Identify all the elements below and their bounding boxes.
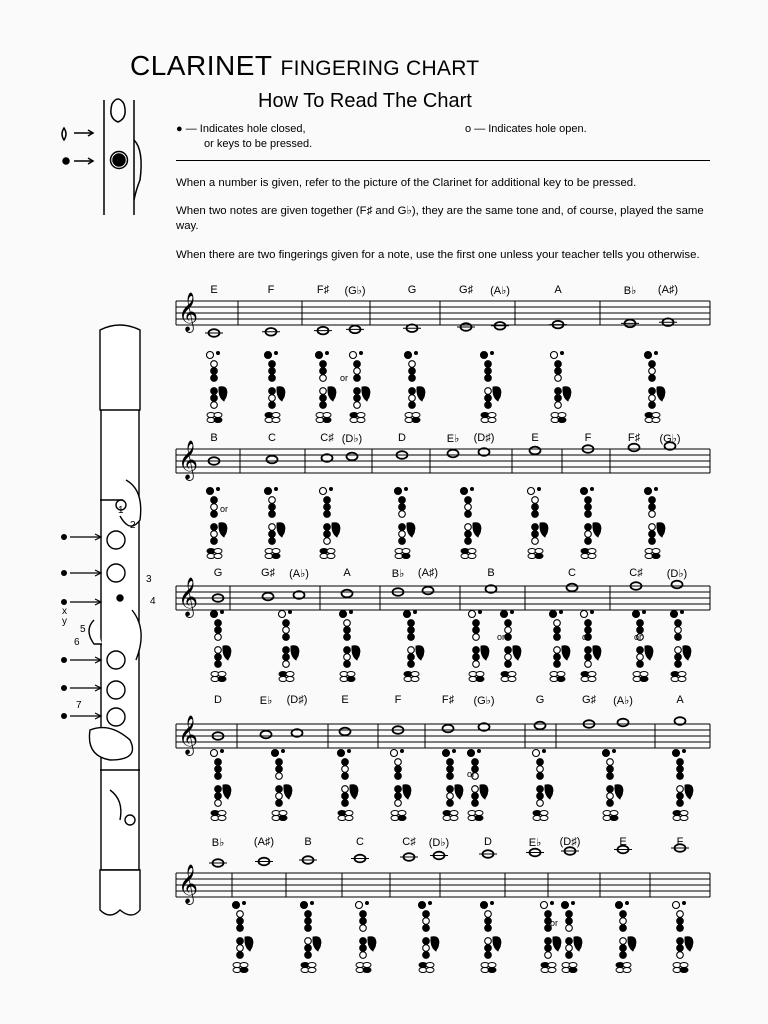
clarinet-diagram bbox=[89, 325, 141, 915]
note-label: C bbox=[568, 567, 576, 579]
fingering-diagram bbox=[272, 749, 293, 821]
fingering-diagram bbox=[469, 610, 490, 682]
note-label: F bbox=[584, 432, 592, 444]
fingering-diagram bbox=[673, 901, 694, 973]
note-label: F♯ bbox=[627, 432, 641, 444]
note-label: G♯ bbox=[458, 284, 474, 296]
note-label: C bbox=[268, 432, 276, 444]
closed-text-line2: or keys to be pressed. bbox=[204, 138, 313, 150]
whole-note bbox=[618, 719, 629, 727]
whole-note bbox=[567, 584, 578, 592]
fingering-diagram bbox=[671, 610, 692, 682]
fingering-diagram bbox=[581, 610, 602, 682]
key-label-7: 7 bbox=[76, 700, 82, 711]
note-label: D bbox=[398, 432, 406, 444]
whole-note bbox=[263, 593, 274, 601]
key-label-6: 6 bbox=[74, 637, 80, 648]
note-label: G♯ bbox=[581, 694, 597, 706]
note-label: E♭ bbox=[528, 837, 542, 849]
staff-row-1 bbox=[176, 292, 710, 337]
whole-note bbox=[342, 590, 353, 598]
legend-diagram bbox=[62, 99, 141, 215]
key-label-1: 1 bbox=[118, 505, 124, 516]
fingering-row-2 bbox=[207, 487, 666, 559]
fingering-diagram bbox=[320, 487, 341, 559]
fingering-diagram bbox=[481, 901, 502, 973]
key-label-y: y bbox=[62, 616, 67, 627]
note-label: E bbox=[619, 836, 627, 848]
note-label: (D♭) bbox=[428, 837, 450, 849]
note-label: F bbox=[676, 836, 684, 848]
note-label: F♯ bbox=[316, 284, 330, 296]
note-label: C♯ bbox=[320, 432, 334, 444]
staff-row-2 bbox=[176, 440, 710, 481]
fingering-diagram bbox=[207, 487, 228, 559]
fingering-diagram bbox=[562, 901, 583, 973]
note-label: E♭ bbox=[259, 695, 273, 707]
note-label: F bbox=[267, 284, 275, 296]
note-label: (G♭) bbox=[473, 695, 495, 707]
note-label: (A♯) bbox=[657, 284, 679, 296]
whole-note bbox=[672, 581, 683, 589]
fingering-diagram bbox=[550, 610, 571, 682]
page-subtitle: How To Read The Chart bbox=[258, 90, 472, 112]
fingering-row-3 bbox=[211, 610, 692, 682]
or-label: or bbox=[634, 632, 643, 642]
note-label: E♭ bbox=[446, 433, 460, 445]
fingering-diagram bbox=[316, 351, 337, 423]
fingering-diagram bbox=[461, 487, 482, 559]
staff-row-5 bbox=[176, 844, 710, 905]
fingering-diagram bbox=[673, 749, 694, 821]
treble-clef-icon: 𝄞 bbox=[178, 440, 199, 480]
staff-row-3 bbox=[176, 577, 710, 618]
clarinet-body bbox=[101, 410, 139, 870]
note-label: B♭ bbox=[623, 285, 637, 297]
fingering-diagram bbox=[391, 749, 412, 821]
note-label: G bbox=[213, 567, 223, 579]
or-label: or bbox=[497, 632, 506, 642]
note-label: A bbox=[676, 694, 684, 706]
fingering-diagram bbox=[233, 901, 254, 973]
fingering-diagram bbox=[279, 610, 300, 682]
fingering-diagram bbox=[443, 749, 464, 821]
or-label: or bbox=[340, 373, 349, 383]
note-label: (A♭) bbox=[289, 568, 309, 580]
open-symbol: o bbox=[465, 123, 472, 135]
fingering-diagram bbox=[645, 487, 666, 559]
staff-row-4 bbox=[176, 715, 710, 756]
fingering-diagram bbox=[211, 749, 232, 821]
whole-note bbox=[340, 728, 351, 736]
note-label: B bbox=[487, 567, 495, 579]
note-label: G bbox=[535, 694, 545, 706]
key-label-2: 2 bbox=[130, 520, 136, 531]
title-main: CLARINET bbox=[130, 50, 273, 81]
clarinet-bell bbox=[100, 870, 140, 915]
whole-note bbox=[629, 444, 640, 452]
fingering-diagram bbox=[468, 749, 489, 821]
closed-text-line1: — Indicates hole closed, bbox=[185, 123, 306, 135]
note-label: (G♭) bbox=[659, 433, 681, 445]
fingering-diagram bbox=[551, 351, 572, 423]
note-label: B bbox=[304, 836, 312, 848]
fingering-row-5 bbox=[233, 901, 694, 973]
note-label: (A♭) bbox=[490, 285, 510, 297]
note-label: B♭ bbox=[211, 837, 225, 849]
treble-clef-icon: 𝄞 bbox=[178, 577, 199, 617]
note-label: F♯ bbox=[441, 694, 455, 706]
key-label-x: x bbox=[62, 606, 67, 617]
note-label: C bbox=[356, 836, 364, 848]
key-label-3: 3 bbox=[146, 574, 152, 585]
fingering-diagram bbox=[265, 487, 286, 559]
fingering-diagram bbox=[301, 901, 322, 973]
or-label: or bbox=[582, 632, 591, 642]
fingering-diagram bbox=[633, 610, 654, 682]
fingering-diagram bbox=[338, 749, 359, 821]
treble-clef-icon: 𝄞 bbox=[178, 715, 199, 755]
fingering-diagram bbox=[340, 610, 361, 682]
note-label: (D♭) bbox=[666, 568, 688, 580]
fingering-diagram bbox=[404, 610, 425, 682]
fingering-diagram bbox=[645, 351, 666, 423]
note-label: (A♯) bbox=[253, 836, 275, 848]
whole-note bbox=[261, 731, 272, 739]
note-label: A bbox=[554, 284, 562, 296]
fingering-diagram bbox=[528, 487, 549, 559]
fingering-diagram bbox=[405, 351, 426, 423]
or-label: or bbox=[550, 918, 559, 928]
note-label: G♯ bbox=[260, 567, 276, 579]
fingering-diagram bbox=[350, 351, 371, 423]
whole-note bbox=[443, 725, 454, 733]
key-label-4: 4 bbox=[150, 596, 156, 607]
note-label: (D♭) bbox=[341, 433, 363, 445]
whole-note bbox=[535, 722, 546, 730]
fingering-row-1 bbox=[207, 351, 666, 423]
note-label: (A♭) bbox=[613, 695, 633, 707]
note-label: G bbox=[407, 284, 417, 296]
note-label: (D♯) bbox=[286, 694, 308, 706]
note-label: (D♯) bbox=[473, 432, 495, 444]
note-label: D bbox=[214, 694, 222, 706]
note-label: A bbox=[343, 567, 351, 579]
fingering-diagram bbox=[616, 901, 637, 973]
note-label: B♭ bbox=[391, 568, 405, 580]
note-label: (A♯) bbox=[417, 567, 439, 579]
fingering-diagram bbox=[533, 749, 554, 821]
whole-note bbox=[448, 450, 459, 458]
whole-note bbox=[347, 453, 358, 461]
closed-symbol: ● bbox=[176, 123, 183, 135]
fingering-diagram bbox=[265, 351, 286, 423]
title-sub: FINGERING CHART bbox=[280, 57, 480, 80]
fingering-diagram bbox=[207, 351, 228, 423]
fingering-diagram bbox=[603, 749, 624, 821]
or-label: or bbox=[220, 504, 229, 514]
fingering-diagram bbox=[501, 610, 522, 682]
fingering-diagram bbox=[541, 901, 562, 973]
fingering-diagram bbox=[481, 351, 502, 423]
fingering-row-4 bbox=[211, 749, 694, 821]
whole-note bbox=[267, 456, 278, 464]
fingering-diagram bbox=[356, 901, 377, 973]
or-label: or bbox=[467, 769, 476, 779]
instruction-2: When two notes are given together (F♯ and G♭), they are the same tone and, of course, played the same way. bbox=[176, 205, 704, 232]
note-label: E bbox=[531, 432, 539, 444]
treble-clef-icon: 𝄞 bbox=[178, 864, 199, 904]
note-label: F bbox=[394, 694, 402, 706]
note-label: (D♯) bbox=[559, 836, 581, 848]
note-label: C♯ bbox=[402, 836, 416, 848]
treble-clef-icon: 𝄞 bbox=[178, 292, 199, 332]
key-label-5: 5 bbox=[80, 624, 86, 635]
note-label: B bbox=[210, 432, 218, 444]
open-text: — Indicates hole open. bbox=[474, 123, 587, 135]
whole-note bbox=[530, 447, 541, 455]
note-label: E bbox=[341, 694, 349, 706]
whole-note bbox=[423, 587, 434, 595]
fingering-diagram bbox=[211, 610, 232, 682]
fingering-diagram bbox=[581, 487, 602, 559]
fingering-diagram bbox=[419, 901, 440, 973]
fingering-diagram bbox=[395, 487, 416, 559]
note-label: C♯ bbox=[629, 567, 643, 579]
instruction-3: When there are two fingerings given for a note, use the first one unless your teacher tells you otherwise. bbox=[176, 249, 700, 261]
note-label: E bbox=[210, 284, 218, 296]
note-label: (G♭) bbox=[344, 285, 366, 297]
instruction-1: When a number is given, refer to the picture of the Clarinet for additional key to be pressed. bbox=[176, 177, 637, 189]
note-label: D bbox=[484, 836, 492, 848]
clarinet-mouthpiece bbox=[100, 325, 140, 414]
